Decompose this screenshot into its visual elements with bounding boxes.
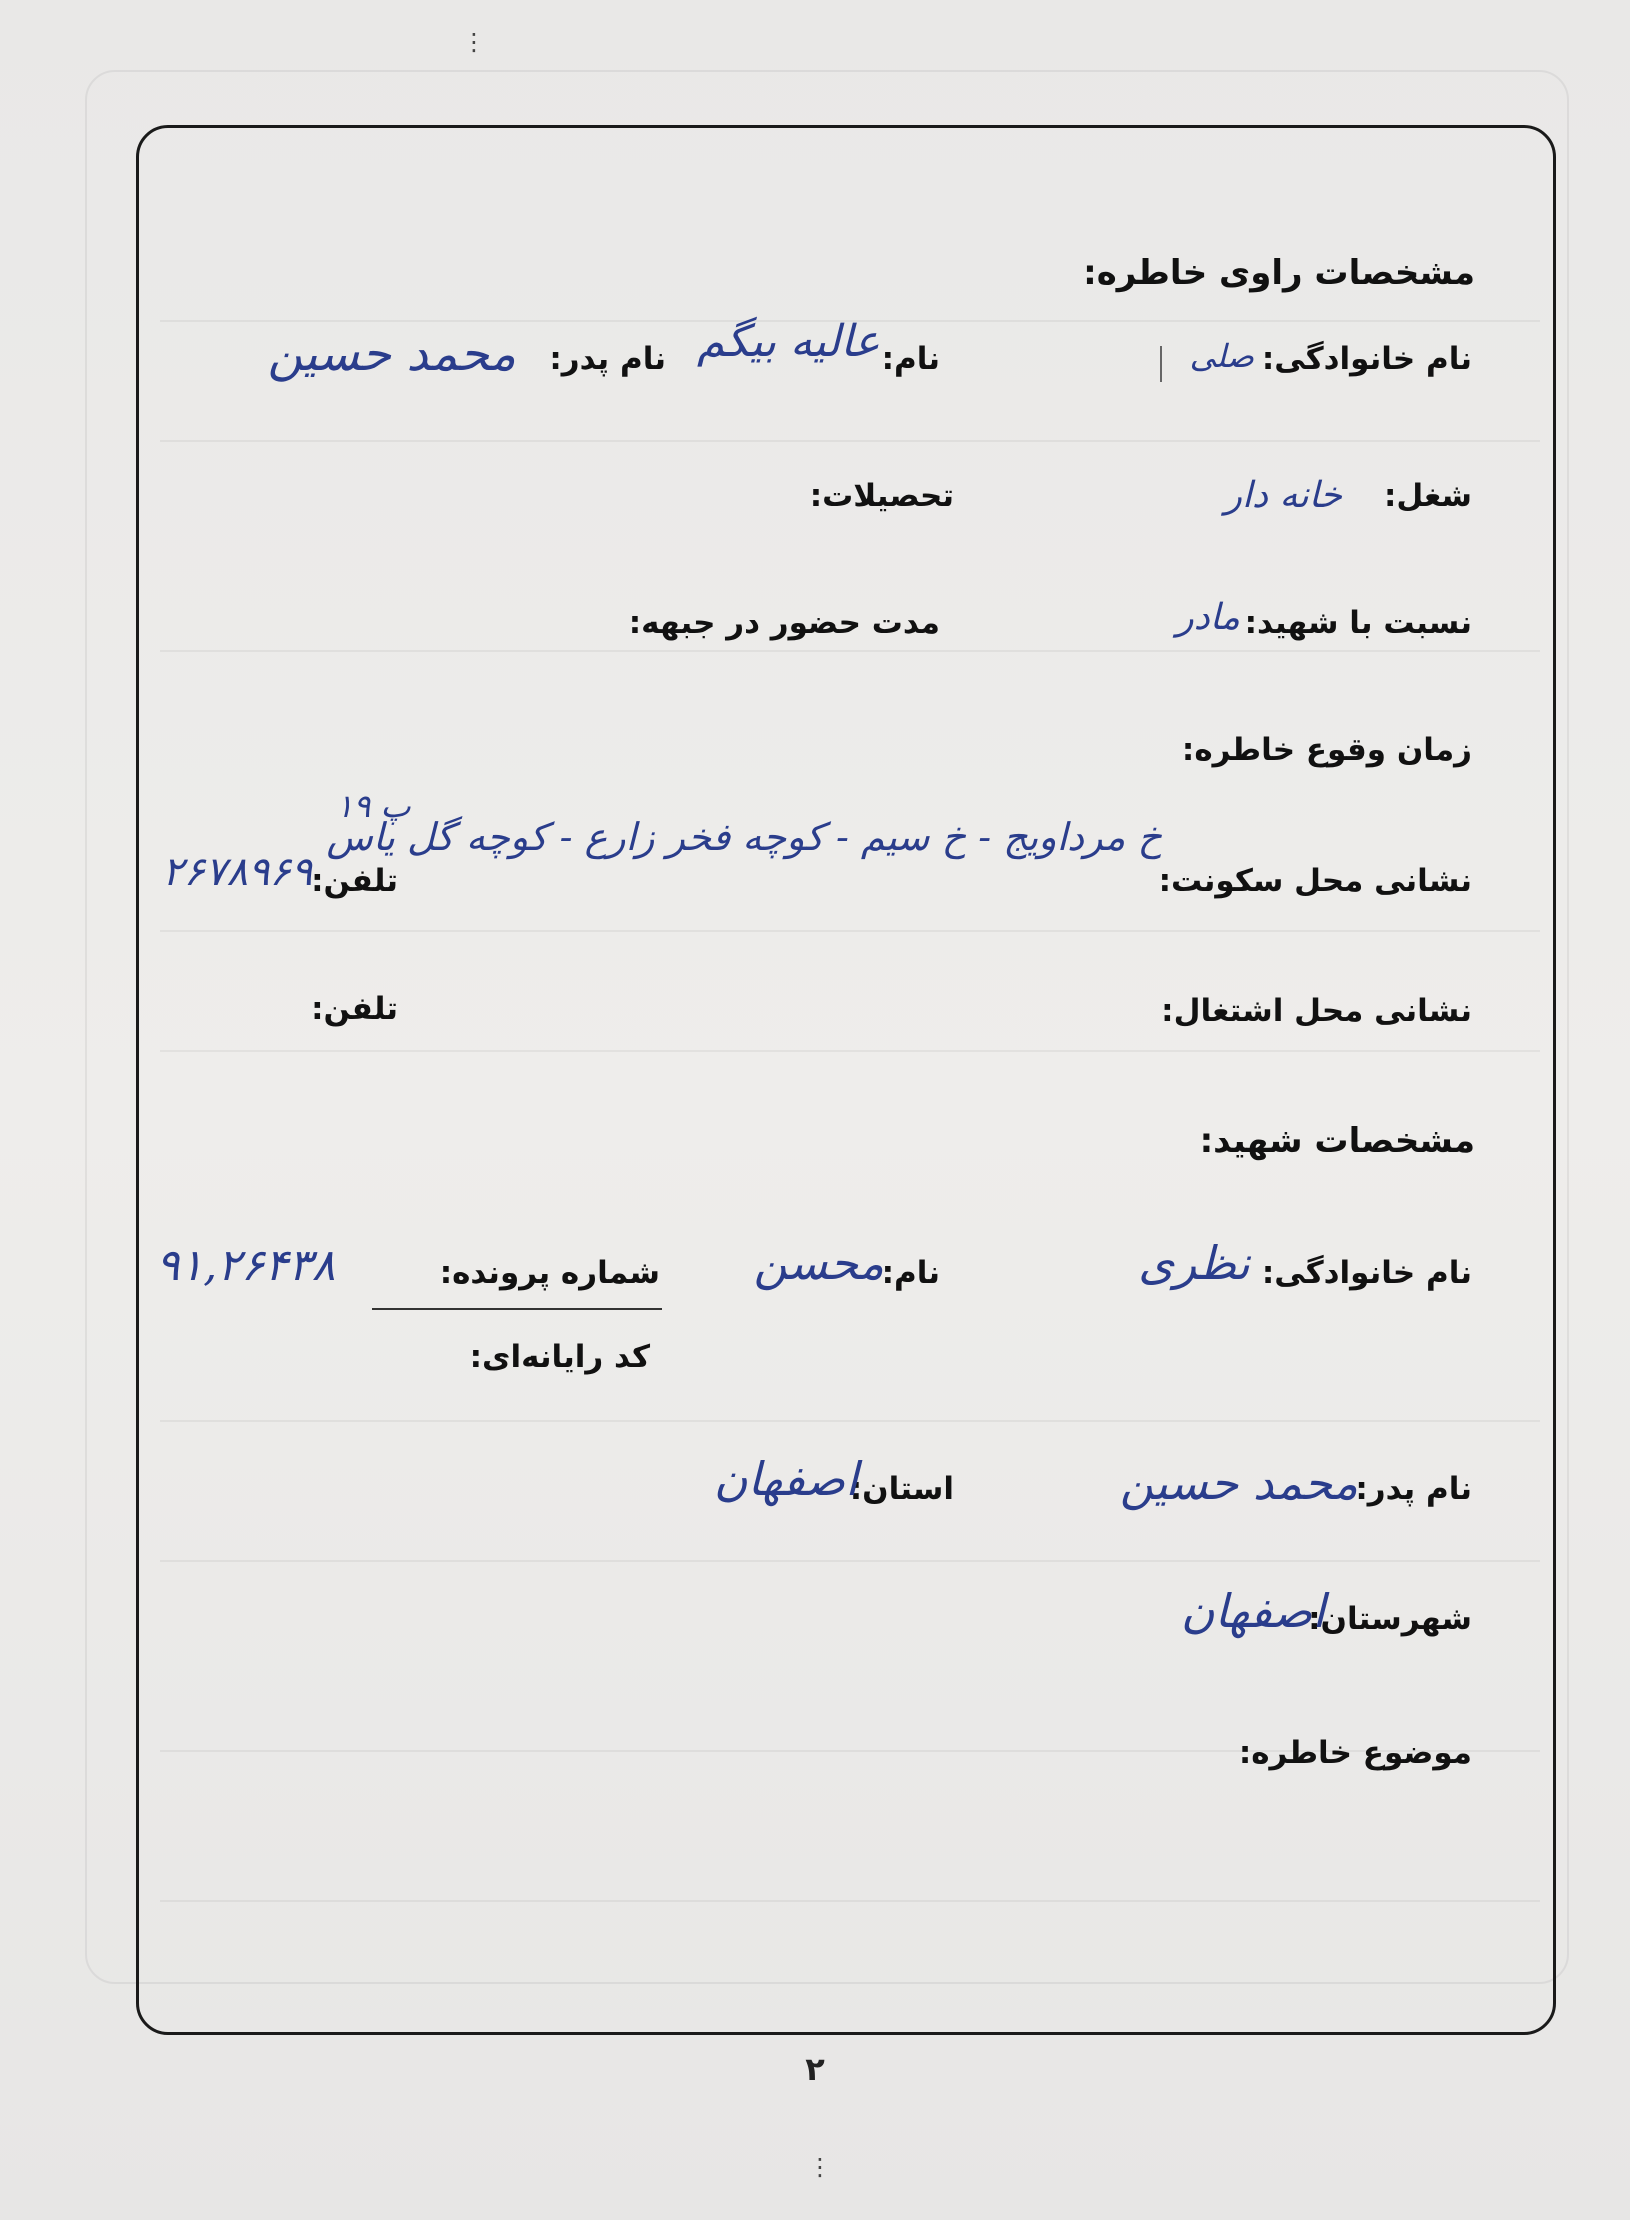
martyr-computer-code-label: کد رایانه‌ای: (469, 1339, 650, 1375)
narrator-occupation-label: شغل: (1383, 478, 1472, 514)
martyr-memory-subject-label: موضوع خاطره: (1238, 1735, 1472, 1771)
narrator-residence-address-label: نشانی محل سکونت: (1158, 863, 1472, 899)
martyr-province-label: استان: (849, 1471, 954, 1507)
martyr-city-label: شهرستان: (1308, 1601, 1472, 1637)
file-number-underline (372, 1308, 662, 1310)
narrator-heading: مشخصات راوی خاطره: (1083, 253, 1475, 293)
narrator-memory-time-label: زمان وقوع خاطره: (1181, 732, 1472, 768)
narrator-residence-phone-value: ۲۶۷۸۹۶۹ (162, 849, 313, 895)
scan-dots-bottom: ⋮ (808, 2153, 832, 2181)
narrator-relation-label: نسبت با شهید: (1244, 605, 1472, 641)
martyr-file-number-value: ۹۱,۲۶۴۳۸ (156, 1240, 336, 1291)
scan-dots-top: ⋮ (462, 28, 486, 56)
martyr-heading: مشخصات شهید: (1199, 1121, 1475, 1161)
narrator-education-label: تحصیلات: (809, 478, 954, 514)
martyr-family-name-value: نظری (1138, 1236, 1250, 1290)
narrator-first-name-label: نام: (881, 341, 940, 377)
martyr-city-value: اصفهان (1180, 1584, 1325, 1638)
narrator-work-phone-label: تلفن: (311, 991, 398, 1027)
martyr-family-name-label: نام خانوادگی: (1261, 1255, 1472, 1291)
narrator-first-name-value: عالیه بیگم (696, 316, 880, 367)
page-number: ۲ (805, 2050, 825, 2088)
narrator-residence-address-value: خ مرداویج - خ سیم - کوچه فخر زارع - کوچه گل یاس (326, 815, 1162, 859)
narrator-work-address-label: نشانی محل اشتغال: (1161, 993, 1472, 1029)
martyr-first-name-label: نام: (881, 1255, 940, 1291)
martyr-file-number-label: شماره پرونده: (439, 1255, 660, 1291)
martyr-first-name-value: محسن (753, 1236, 884, 1290)
field-separator (1160, 346, 1162, 382)
narrator-residence-plate-value: پ ۱۹ (336, 787, 411, 825)
narrator-residence-phone-label: تلفن: (311, 863, 398, 899)
narrator-occupation-value: خانه دار (1224, 475, 1342, 516)
narrator-relation-value: مادر (1176, 597, 1240, 638)
narrator-father-name-value: محمد حسین (267, 326, 516, 382)
martyr-father-name-label: نام پدر: (1355, 1471, 1472, 1507)
narrator-front-duration-label: مدت حضور در جبهه: (628, 605, 940, 641)
martyr-province-value: اصفهان (713, 1452, 858, 1506)
narrator-family-name-label: نام خانوادگی: (1261, 341, 1472, 377)
narrator-family-name-value: صلی (1189, 337, 1254, 375)
martyr-father-name-value: محمد حسین (1119, 1456, 1358, 1510)
narrator-father-name-label: نام پدر: (549, 341, 666, 377)
